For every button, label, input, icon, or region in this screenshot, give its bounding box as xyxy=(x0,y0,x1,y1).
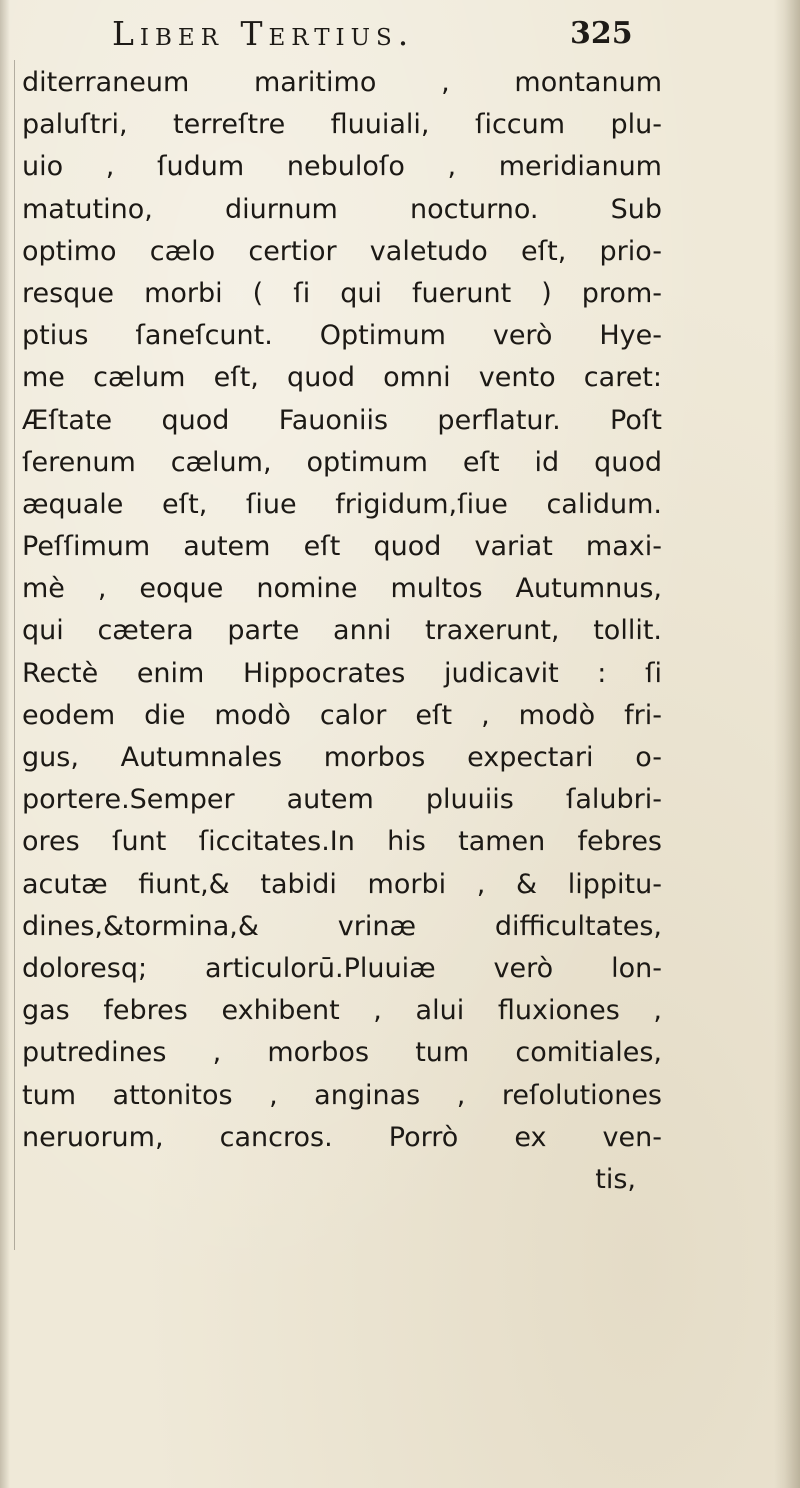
text-line: Peſſimum autem eſt quod variat maxi- xyxy=(22,531,662,563)
text-line: ſerenum cælum, optimum eſt id quod xyxy=(22,446,662,478)
running-head xyxy=(0,12,800,52)
text-line: resque morbi ( ſi qui fuerunt ) prom- xyxy=(22,277,662,309)
text-line: putredines , morbos tum comitiales, xyxy=(22,1037,662,1069)
text-line: neruorum, cancros. Porrò ex ven- xyxy=(22,1121,662,1153)
page-left-shadow xyxy=(0,0,10,1488)
text-line: ores ſunt ſiccitates.In his tamen febres xyxy=(22,826,662,858)
body-text xyxy=(22,62,662,1201)
text-line: qui cætera parte anni traxerunt, tollit. xyxy=(22,615,662,647)
text-line: eodem die modò calor eſt , modò fri- xyxy=(22,699,662,731)
text-line: tum attonitos , anginas , reſolutiones xyxy=(22,1079,662,1111)
text-line: me cælum eſt, quod omni vento caret: xyxy=(22,362,662,394)
text-line: ptius ſaneſcunt. Optimum verò Hye- xyxy=(22,320,662,352)
running-title: Liber Tertius. xyxy=(112,14,415,53)
text-line: optimo cælo certior valetudo eſt, prio- xyxy=(22,235,662,267)
text-line: diterraneum maritimo , montanum xyxy=(22,67,662,98)
text-line: uio , ſudum nebuloſo , meridianum xyxy=(22,151,662,183)
page-binding-shadow xyxy=(774,0,800,1488)
text-line: Æſtate quod Fauoniis perflatur. Poſt xyxy=(22,404,662,436)
text-line: matutino, diurnum nocturno. Sub xyxy=(22,193,662,225)
text-line: gus, Autumnales morbos expectari o- xyxy=(22,742,662,773)
text-line: paluſtri, terreſtre fluuiali, ſiccum plu- xyxy=(22,109,662,141)
text-line: dines,&tormina,& vrinæ difficultates, xyxy=(22,910,662,942)
text-line: mè , eoque nomine multos Autumnus, xyxy=(22,573,662,605)
text-line: acutæ fiunt,& tabidi morbi , & lippitu- xyxy=(22,868,662,900)
text-line: Rectè enim Hippocrates judicavit : ſi xyxy=(22,657,662,689)
text-line: portere.Semper autem pluuiis ſalubri- xyxy=(22,784,662,816)
catchword: tis, xyxy=(595,1163,636,1195)
margin-rule xyxy=(14,60,15,1250)
text-line: gas febres exhibent , alui fluxiones , xyxy=(22,995,662,1027)
page-number: 325 xyxy=(570,16,633,51)
text-line: æquale eſt, ſiue frigidum,ſiue calidum. xyxy=(22,488,662,520)
text-line: doloresq; articulorū.Pluuiæ verò lon- xyxy=(22,952,662,984)
